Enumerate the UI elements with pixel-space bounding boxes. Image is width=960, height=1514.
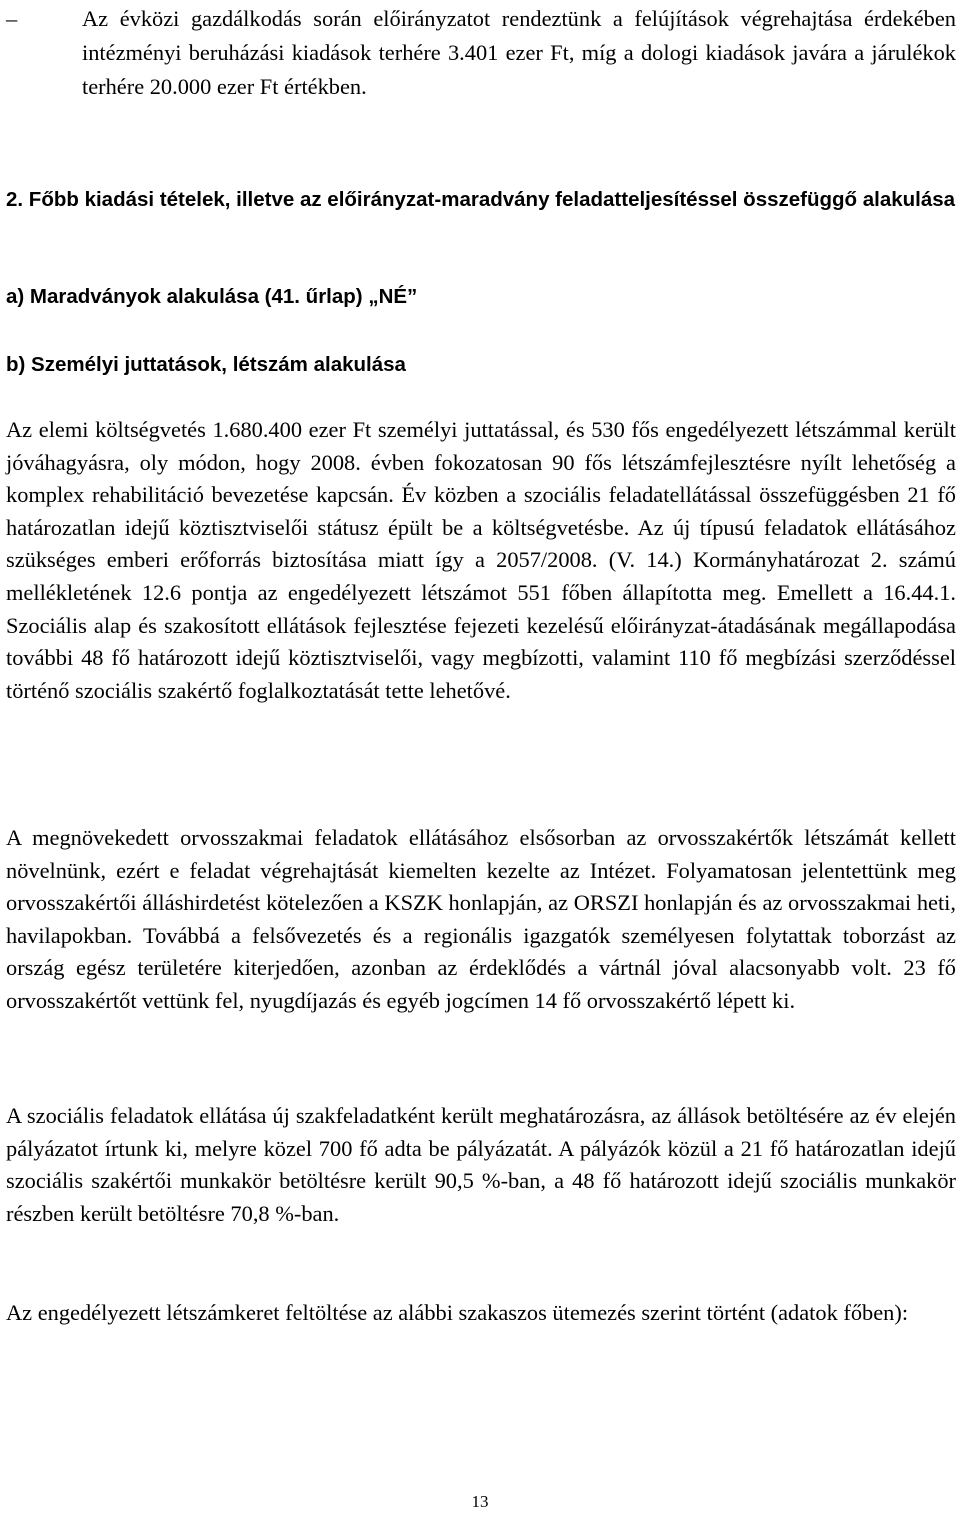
paragraph-headcount-schedule: Az engedélyezett létszámkeret feltöltése az alábbi szakaszos ütemezés szerint történt (adatok főben): <box>6 1300 909 1325</box>
bullet-dash: – <box>6 6 18 31</box>
subheading-remainders: a) Maradványok alakulása (41. űrlap) „NÉ” <box>6 285 418 308</box>
bullet-text: Az évközi gazdálkodás során előirányzatot rendeztünk a felújítások végrehajtása érdekében intézményi beruházási kiadások terhére 3.401 ezer Ft, míg a dologi kiadások javára a járulékok terhére 20.000 ezer Ft értékben. <box>82 6 956 99</box>
paragraph-budget-headcount: Az elemi költségvetés 1.680.400 ezer Ft személyi juttatással, és 530 fős engedélyezett létszámmal került jóváhagyásra, oly módon, hogy 2008. évben fokozatosan 90 fős létszámfejlesztésre nyílt lehetőség a komplex rehabilitáció bevezetése kapcsán. Év közben a szociális feladatellátással összefüggésben 21 fő határozatlan idejű köztisztviselői státusz épült be a költségvetésbe. Az új típusú feladatok ellátásához szükséges emberi erőforrás biztosítása miatt így a 2057/2008. (V. 14.) Kormányhatározat 2. számú mellékletének 12.6 pontja az engedélyezett létszámot 551 főben állapította meg. Emellett a 16.44.1. Szociális alap és szakosított ellátások fejlesztése fejezeti kezelésű előirányzat-átadásának megállapodása további 48 fő határozott idejű köztisztviselői, vagy megbízotti, valamint 110 fő megbízási szerződéssel történő szociális szakértő foglalkoztatását tette lehetővé. <box>6 417 956 703</box>
page-number: 13 <box>471 1492 489 1511</box>
paragraph-medical-experts: A megnövekedett orvosszakmai feladatok ellátásához elsősorban az orvosszakértők létszámát kellett növelnünk, ezért e feladat végrehajtását kiemelten kezelte az Intézet. Folyamatosan jelentettünk meg orvosszakértői álláshirdetést kötelezően a KSZK honlapján, az ORSZI honlapján és az orvosszakmai heti, havilapokban. Továbbá a felsővezetés és a regionális igazgatók személyesen folytattak toborzást az ország egész területére kiterjedően, azonban az érdeklődés a vártnál jóval alacsonyabb volt. 23 fő orvosszakértőt vettünk fel, nyugdíjazás és egyéb jogcímen 14 fő orvosszakértő lépett ki. <box>6 825 956 1013</box>
bullet-item <box>6 2 956 104</box>
paragraph-social-tasks: A szociális feladatok ellátása új szakfeladatként került meghatározásra, az állások betöltésére az év elején pályázatot írtunk ki, melyre közel 700 fő adta be pályázatát. A pályázók közül a 21 fő határozatlan idejű szociális szakértői munkakör betöltésre került 90,5 %-ban, a 48 fő határozott idejű szociális munkakör részben került betöltésre 70,8 %-ban. <box>6 1103 956 1226</box>
subheading-personnel: b) Személyi juttatások, létszám alakulása <box>6 353 406 376</box>
section-heading: 2. Főbb kiadási tételek, illetve az előirányzat-maradvány feladatteljesítéssel összefüggő alakulása <box>6 188 956 211</box>
